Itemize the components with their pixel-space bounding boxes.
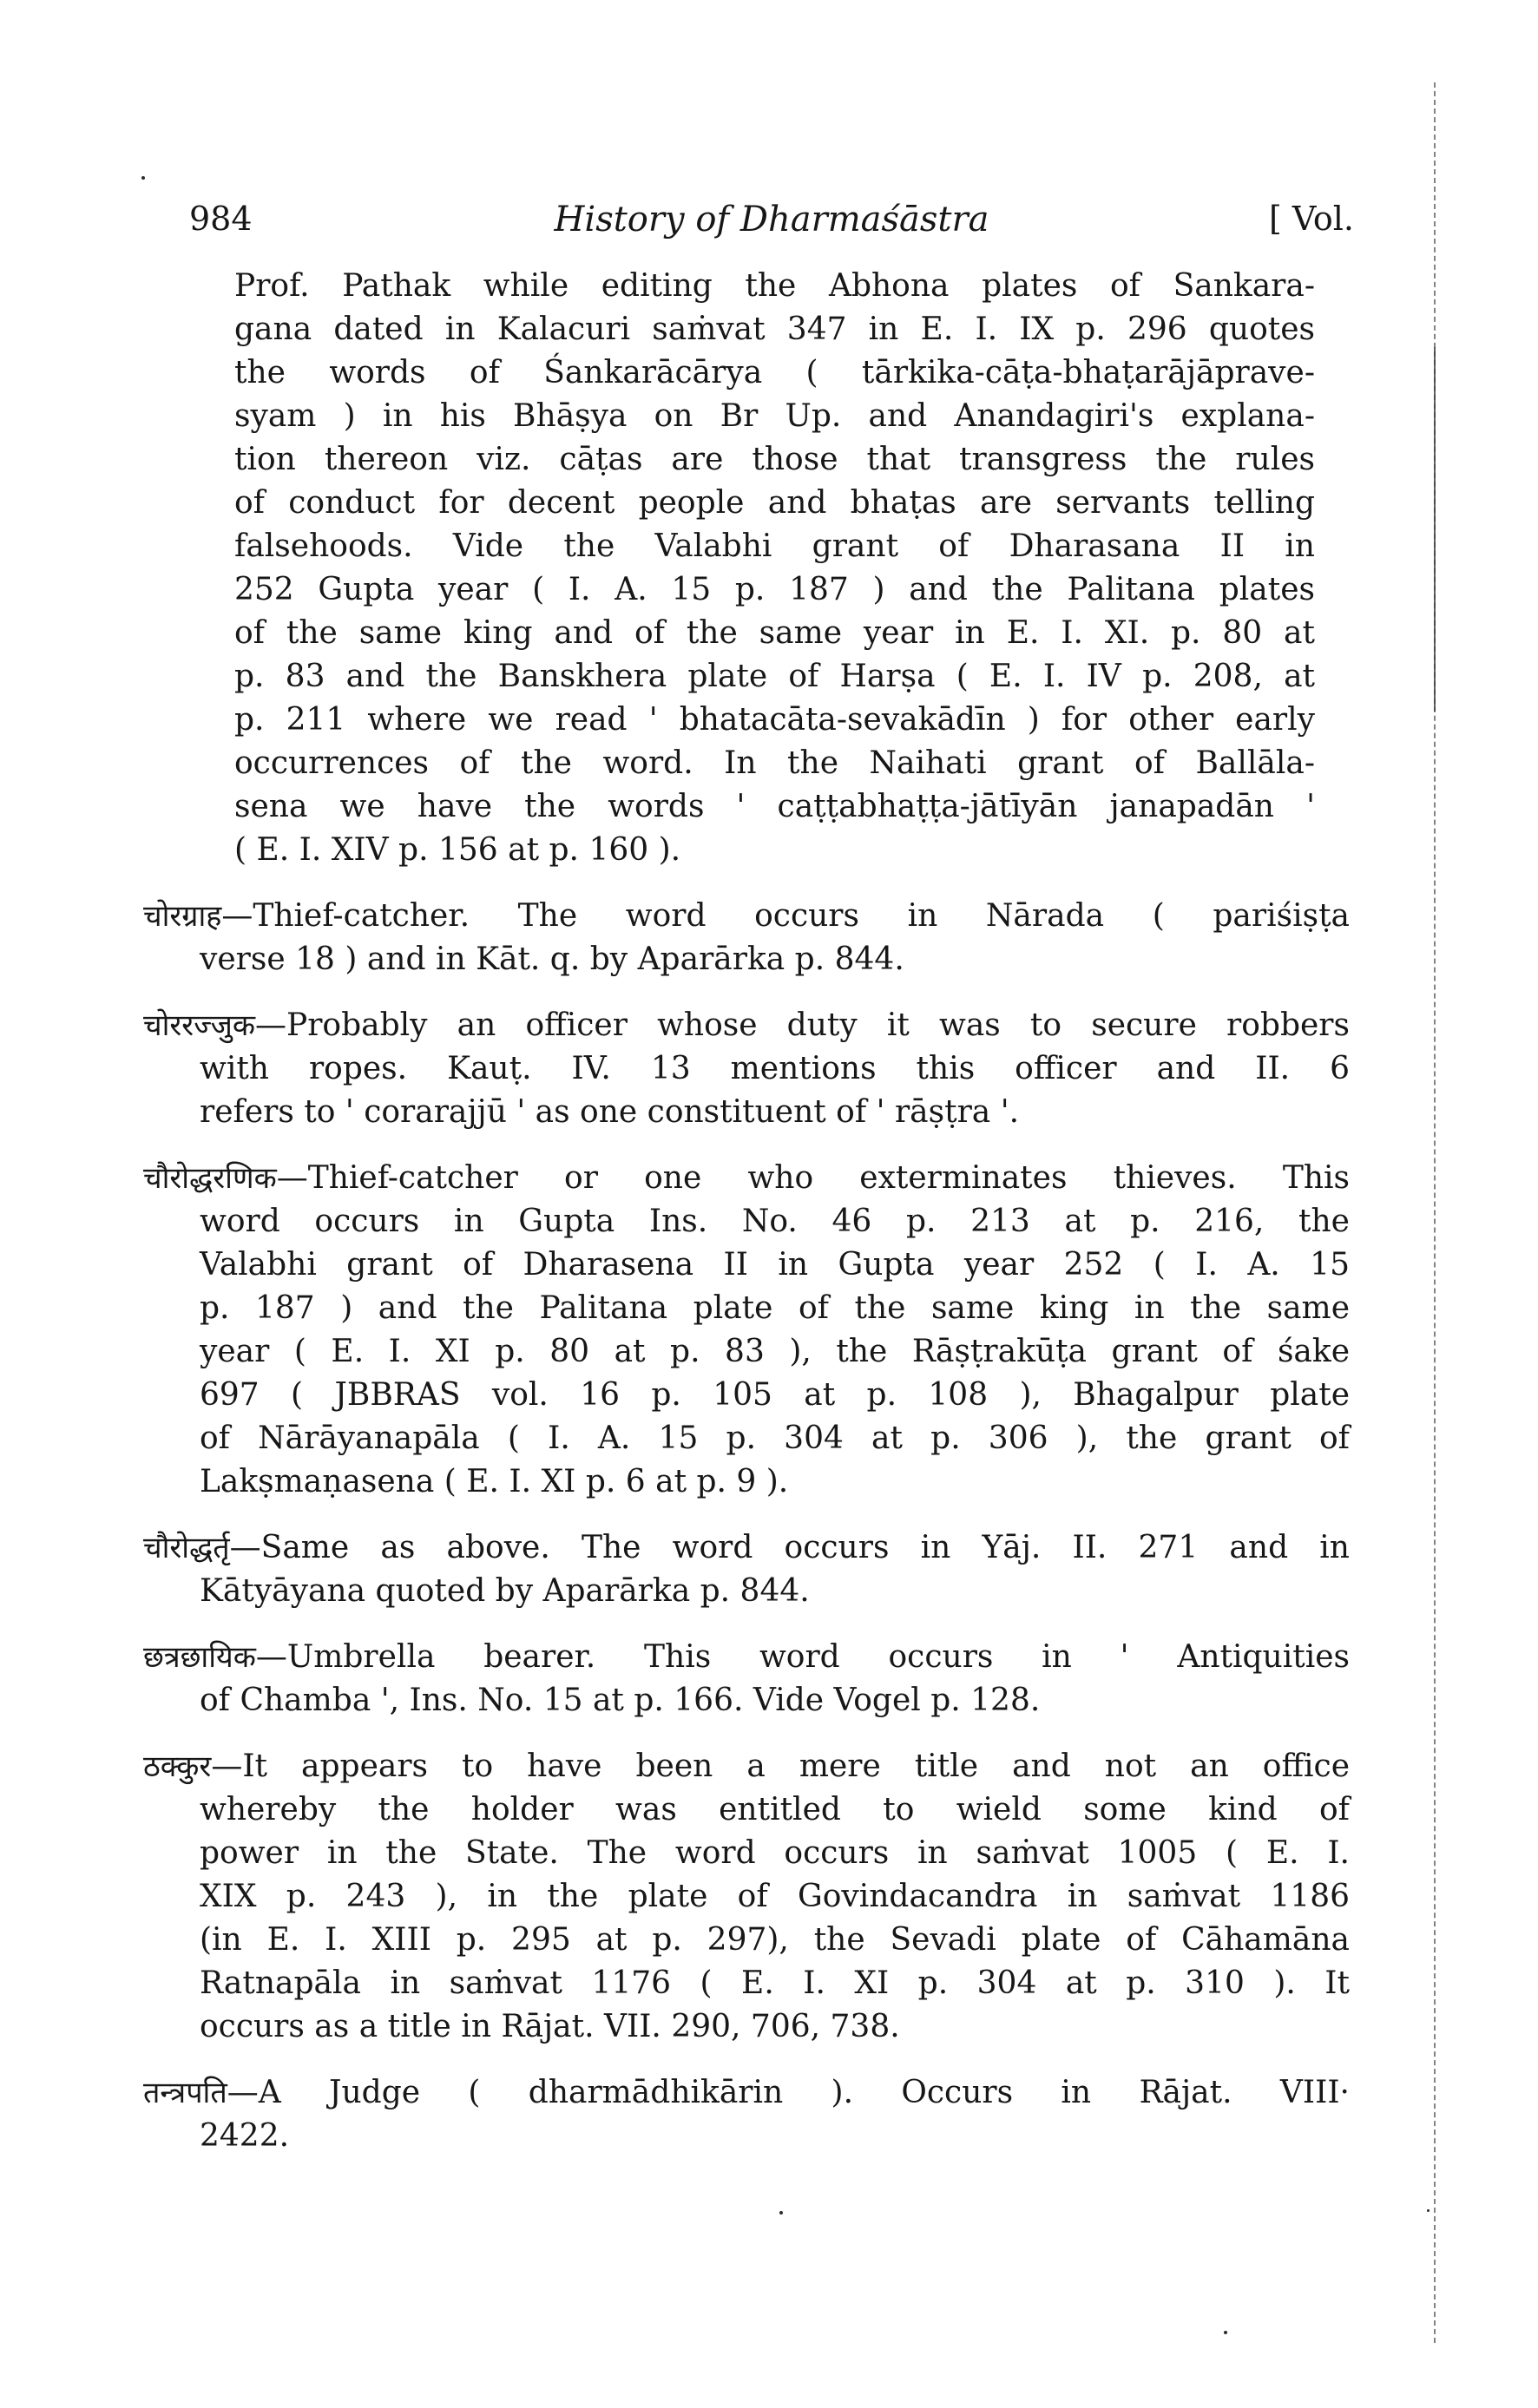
entry-headword: चौरोद्धर्तृ <box>143 1531 230 1565</box>
intro-paragraph <box>234 265 1315 872</box>
entry-line: चोररज्जुक—Probably an officer whose duty it was to secure robbers <box>143 1007 1350 1043</box>
intro-line: Prof. Pathak while editing the Abhona plates of Sankara- <box>234 268 1315 304</box>
intro-line: sena we have the words ' caṭṭabhaṭṭa-jātīyān janapadān ' <box>234 789 1315 824</box>
intro-line: syam ) in his Bhāṣya on Br Up. and Anandagiri's explana- <box>234 398 1315 434</box>
entry-line: of Chamba ', Ins. No. 15 at p. 166. Vide Vogel p. 128. <box>200 1683 1041 1718</box>
entry-headword: चौरोद्धरणिक <box>143 1161 277 1196</box>
entry-line: 2422. <box>200 2118 290 2154</box>
entry-line: चोरग्राह—Thief-catcher. The word occurs in Nārada ( pariśiṣṭa <box>143 898 1350 934</box>
glossary-entries <box>117 895 1354 2158</box>
entry-headword: चोरग्राह <box>143 899 222 934</box>
intro-line: p. 211 where we read ' bhatacāta-sevakādīn ) for other early <box>234 702 1315 738</box>
entry-line: तन्त्रपति—A Judge ( dharmādhikārin ). Occurs in Rājat. VIII· <box>143 2075 1350 2110</box>
running-header <box>189 200 1354 245</box>
intro-line: p. 83 and the Banskhera plate of Harṣa ( E. I. IV p. 208, at <box>234 659 1315 694</box>
entry-headword: ठक्कुर <box>143 1749 212 1784</box>
entry-line: of Nārāyanapāla ( I. A. 15 p. 304 at p. 306 ), the grant of <box>200 1421 1350 1456</box>
entry-line: occurs as a title in Rājat. VII. 290, 706, 738. <box>200 2009 900 2044</box>
intro-line: ( E. I. XIV p. 156 at p. 160 ). <box>234 832 681 868</box>
entry-line: ठक्कुर—It appears to have been a mere title and not an office <box>143 1749 1350 1784</box>
intro-line: of the same king and of the same year in E. I. XI. p. 80 at <box>234 615 1315 651</box>
entry-line: year ( E. I. XI p. 80 at p. 83 ), the Rāṣṭrakūṭa grant of śake <box>200 1334 1350 1369</box>
entry-line: refers to ' corarajjū ' as one constituent of ' rāṣṭra '. <box>200 1094 1020 1130</box>
entry-line: Valabhi grant of Dharasena II in Gupta year 252 ( I. A. 15 <box>200 1247 1350 1283</box>
entry-line: चौरोद्धरणिक—Thief-catcher or one who exterminates thieves. This <box>143 1160 1350 1196</box>
entry-line: power in the State. The word occurs in saṁvat 1005 ( E. I. <box>200 1835 1350 1871</box>
entry-line: with ropes. Kauṭ. IV. 13 mentions this officer and II. 6 <box>200 1051 1350 1086</box>
entry-line: Kātyāyana quoted by Aparārka p. 844. <box>200 1573 810 1609</box>
glossary-entry <box>143 1157 1350 1504</box>
glossary-entry <box>143 1526 1350 1613</box>
entry-headword: तन्त्रपति <box>143 2076 227 2110</box>
glossary-entry <box>143 1745 1350 2049</box>
entry-line: Lakṣmaṇasena ( E. I. XI p. 6 at p. 9 ). <box>200 1464 789 1499</box>
page-edge-artifact-solid <box>1434 347 1436 712</box>
glossary-entry <box>143 895 1350 981</box>
entry-line: whereby the holder was entitled to wield some kind of <box>200 1792 1350 1827</box>
entry-line: p. 187 ) and the Palitana plate of the same king in the same <box>200 1290 1350 1326</box>
entry-line: (in E. I. XIII p. 295 at p. 297), the Sevadi plate of Cāhamāna <box>200 1922 1350 1958</box>
intro-line: 252 Gupta year ( I. A. 15 p. 187 ) and the Palitana plates <box>234 572 1315 607</box>
scan-speck <box>141 176 145 180</box>
intro-line: occurrences of the word. In the Naihati grant of Ballāla- <box>234 745 1315 781</box>
entry-line: चौरोद्धर्तृ—Same as above. The word occurs in Yāj. II. 271 and in <box>143 1530 1350 1565</box>
entry-headword: छत्रछायिक <box>143 1640 256 1675</box>
page-content <box>117 265 1354 2158</box>
page-number: 984 <box>189 200 253 238</box>
volume-label: [ Vol. <box>1269 200 1354 238</box>
entry-line: word occurs in Gupta Ins. No. 46 p. 213 at p. 216, the <box>200 1204 1350 1239</box>
scan-speck <box>779 2211 783 2214</box>
entry-line: verse 18 ) and in Kāt. q. by Aparārka p. 844. <box>200 942 904 977</box>
intro-line: falsehoods. Vide the Valabhi grant of Dharasana II in <box>234 528 1315 564</box>
scan-speck <box>1427 2209 1430 2212</box>
intro-line: gana dated in Kalacuri saṁvat 347 in E. I. IX p. 296 quotes <box>234 312 1315 347</box>
entry-line: Ratnapāla in saṁvat 1176 ( E. I. XI p. 304 at p. 310 ). It <box>200 1965 1350 2001</box>
entry-line: XIX p. 243 ), in the plate of Govindacandra in saṁvat 1186 <box>200 1879 1350 1914</box>
glossary-entry <box>143 2071 1350 2158</box>
intro-line: of conduct for decent people and bhaṭas are servants telling <box>234 485 1315 521</box>
scan-speck <box>1224 2331 1227 2334</box>
running-title: History of Dharmaśāstra <box>554 200 989 239</box>
intro-line: tion thereon viz. cāṭas are those that transgress the rules <box>234 442 1315 477</box>
glossary-entry <box>143 1636 1350 1722</box>
entry-headword: चोररज्जुक <box>143 1008 255 1043</box>
intro-line: the words of Śankarācārya ( tārkika-cāṭa-bhaṭarājāprave- <box>234 355 1315 390</box>
entry-line: छत्रछायिक—Umbrella bearer. This word occurs in ' Antiquities <box>143 1639 1350 1675</box>
entry-line: 697 ( JBBRAS vol. 16 p. 105 at p. 108 ), Bhagalpur plate <box>200 1377 1350 1413</box>
glossary-entry <box>143 1004 1350 1134</box>
